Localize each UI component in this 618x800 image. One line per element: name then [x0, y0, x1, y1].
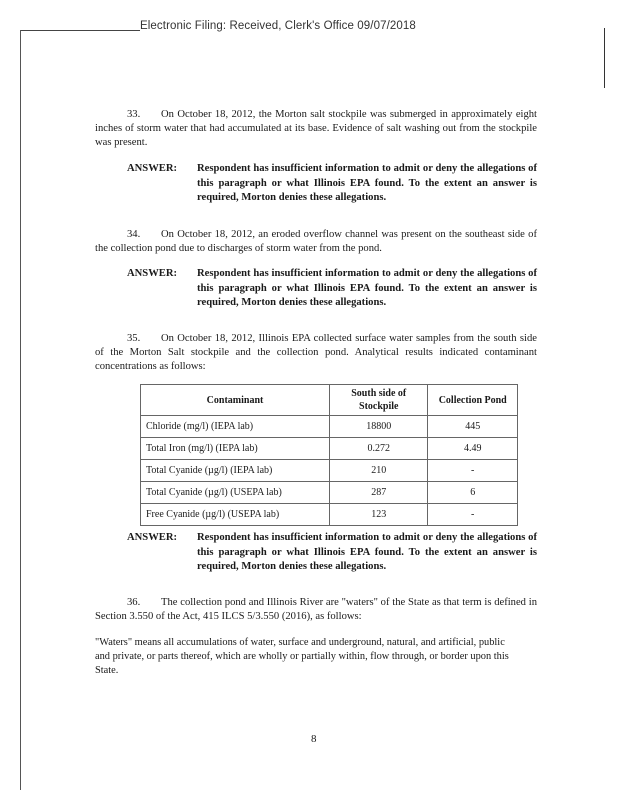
table-cell: 0.272 [330, 438, 428, 460]
column-header: Collection Pond [428, 385, 518, 416]
table-cell: - [428, 504, 518, 526]
paragraph-36 [95, 596, 537, 624]
paragraph-33 [95, 108, 537, 150]
column-header: South side of Stockpile [330, 385, 428, 416]
table-row [141, 438, 518, 460]
table-cell: 6 [428, 482, 518, 504]
answer-text: Respondent has insufficient information to admit or deny the allegations of this paragraph or what Illinois EPA found. To the extent an answer is required, Morton denies these allegations. [197, 268, 537, 308]
table-cell: 123 [330, 504, 428, 526]
paragraph-text: On October 18, 2012, an eroded overflow channel was present on the southeast side of the collection pond due to discharges of storm water from the pond. [95, 229, 537, 254]
table-row [141, 504, 518, 526]
answer-label: ANSWER: [127, 163, 178, 174]
table-cell: Chloride (mg/l) (IEPA lab) [141, 416, 330, 438]
scan-edge-top [20, 30, 140, 31]
filing-stamp: Electronic Filing: Received, Clerk's Office 09/07/2018 [140, 20, 416, 32]
paragraph-number: 36. [127, 597, 141, 608]
paragraph-text: The collection pond and Illinois River are "waters" of the State as that term is defined in Section 3.550 of the Act, 415 ILCS 5/3.550 (2016), as follows: [95, 597, 537, 622]
table-cell: Total Iron (mg/l) (IEPA lab) [141, 438, 330, 460]
paragraph-text: On October 18, 2012, Illinois EPA collected surface water samples from the south side of the Morton Salt stockpile and the collection pond. Analytical results indicated contaminant concentrations as follows: [95, 333, 537, 372]
table-row [141, 416, 518, 438]
answer-35 [127, 531, 537, 575]
table-cell: Free Cyanide (µg/l) (USEPA lab) [141, 504, 330, 526]
table-cell: - [428, 460, 518, 482]
answer-text: Respondent has insufficient information to admit or deny the allegations of this paragraph or what Illinois EPA found. To the extent an answer is required, Morton denies these allegations. [197, 163, 537, 203]
column-header: Contaminant [141, 385, 330, 416]
table-cell: 445 [428, 416, 518, 438]
statutory-quote: "Waters" means all accumulations of water, surface and underground, natural, and artificial, public and private, or parts thereof, which are wholly or partially within, flow through, or border upon this State. [95, 637, 509, 676]
table-cell: 4.49 [428, 438, 518, 460]
paragraph-35 [95, 332, 537, 374]
answer-label: ANSWER: [127, 532, 178, 543]
table-cell: 210 [330, 460, 428, 482]
table-cell: Total Cyanide (µg/l) (IEPA lab) [141, 460, 330, 482]
table-header-row [141, 385, 518, 416]
paragraph-34 [95, 228, 537, 256]
table-cell: Total Cyanide (µg/l) (USEPA lab) [141, 482, 330, 504]
paragraph-text: On October 18, 2012, the Morton salt stockpile was submerged in approximately eight inches of storm water that had accumulated at its base. Evidence of salt washing out from the stockpile was present. [95, 109, 537, 148]
table-cell: 18800 [330, 416, 428, 438]
table-row [141, 482, 518, 504]
page-number: 8 [311, 733, 317, 745]
paragraph-number: 34. [127, 229, 141, 240]
table-cell: 287 [330, 482, 428, 504]
answer-33 [127, 162, 537, 206]
scan-edge-right [604, 28, 605, 88]
answer-label: ANSWER: [127, 268, 178, 279]
paragraph-number: 35. [127, 333, 141, 344]
scan-edge-left [20, 30, 21, 790]
answer-text: Respondent has insufficient information to admit or deny the allegations of this paragraph or what Illinois EPA found. To the extent an answer is required, Morton denies these allegations. [197, 532, 537, 572]
paragraph-number: 33. [127, 109, 141, 120]
table-row [141, 460, 518, 482]
answer-34 [127, 267, 537, 311]
contaminant-table [140, 384, 518, 526]
